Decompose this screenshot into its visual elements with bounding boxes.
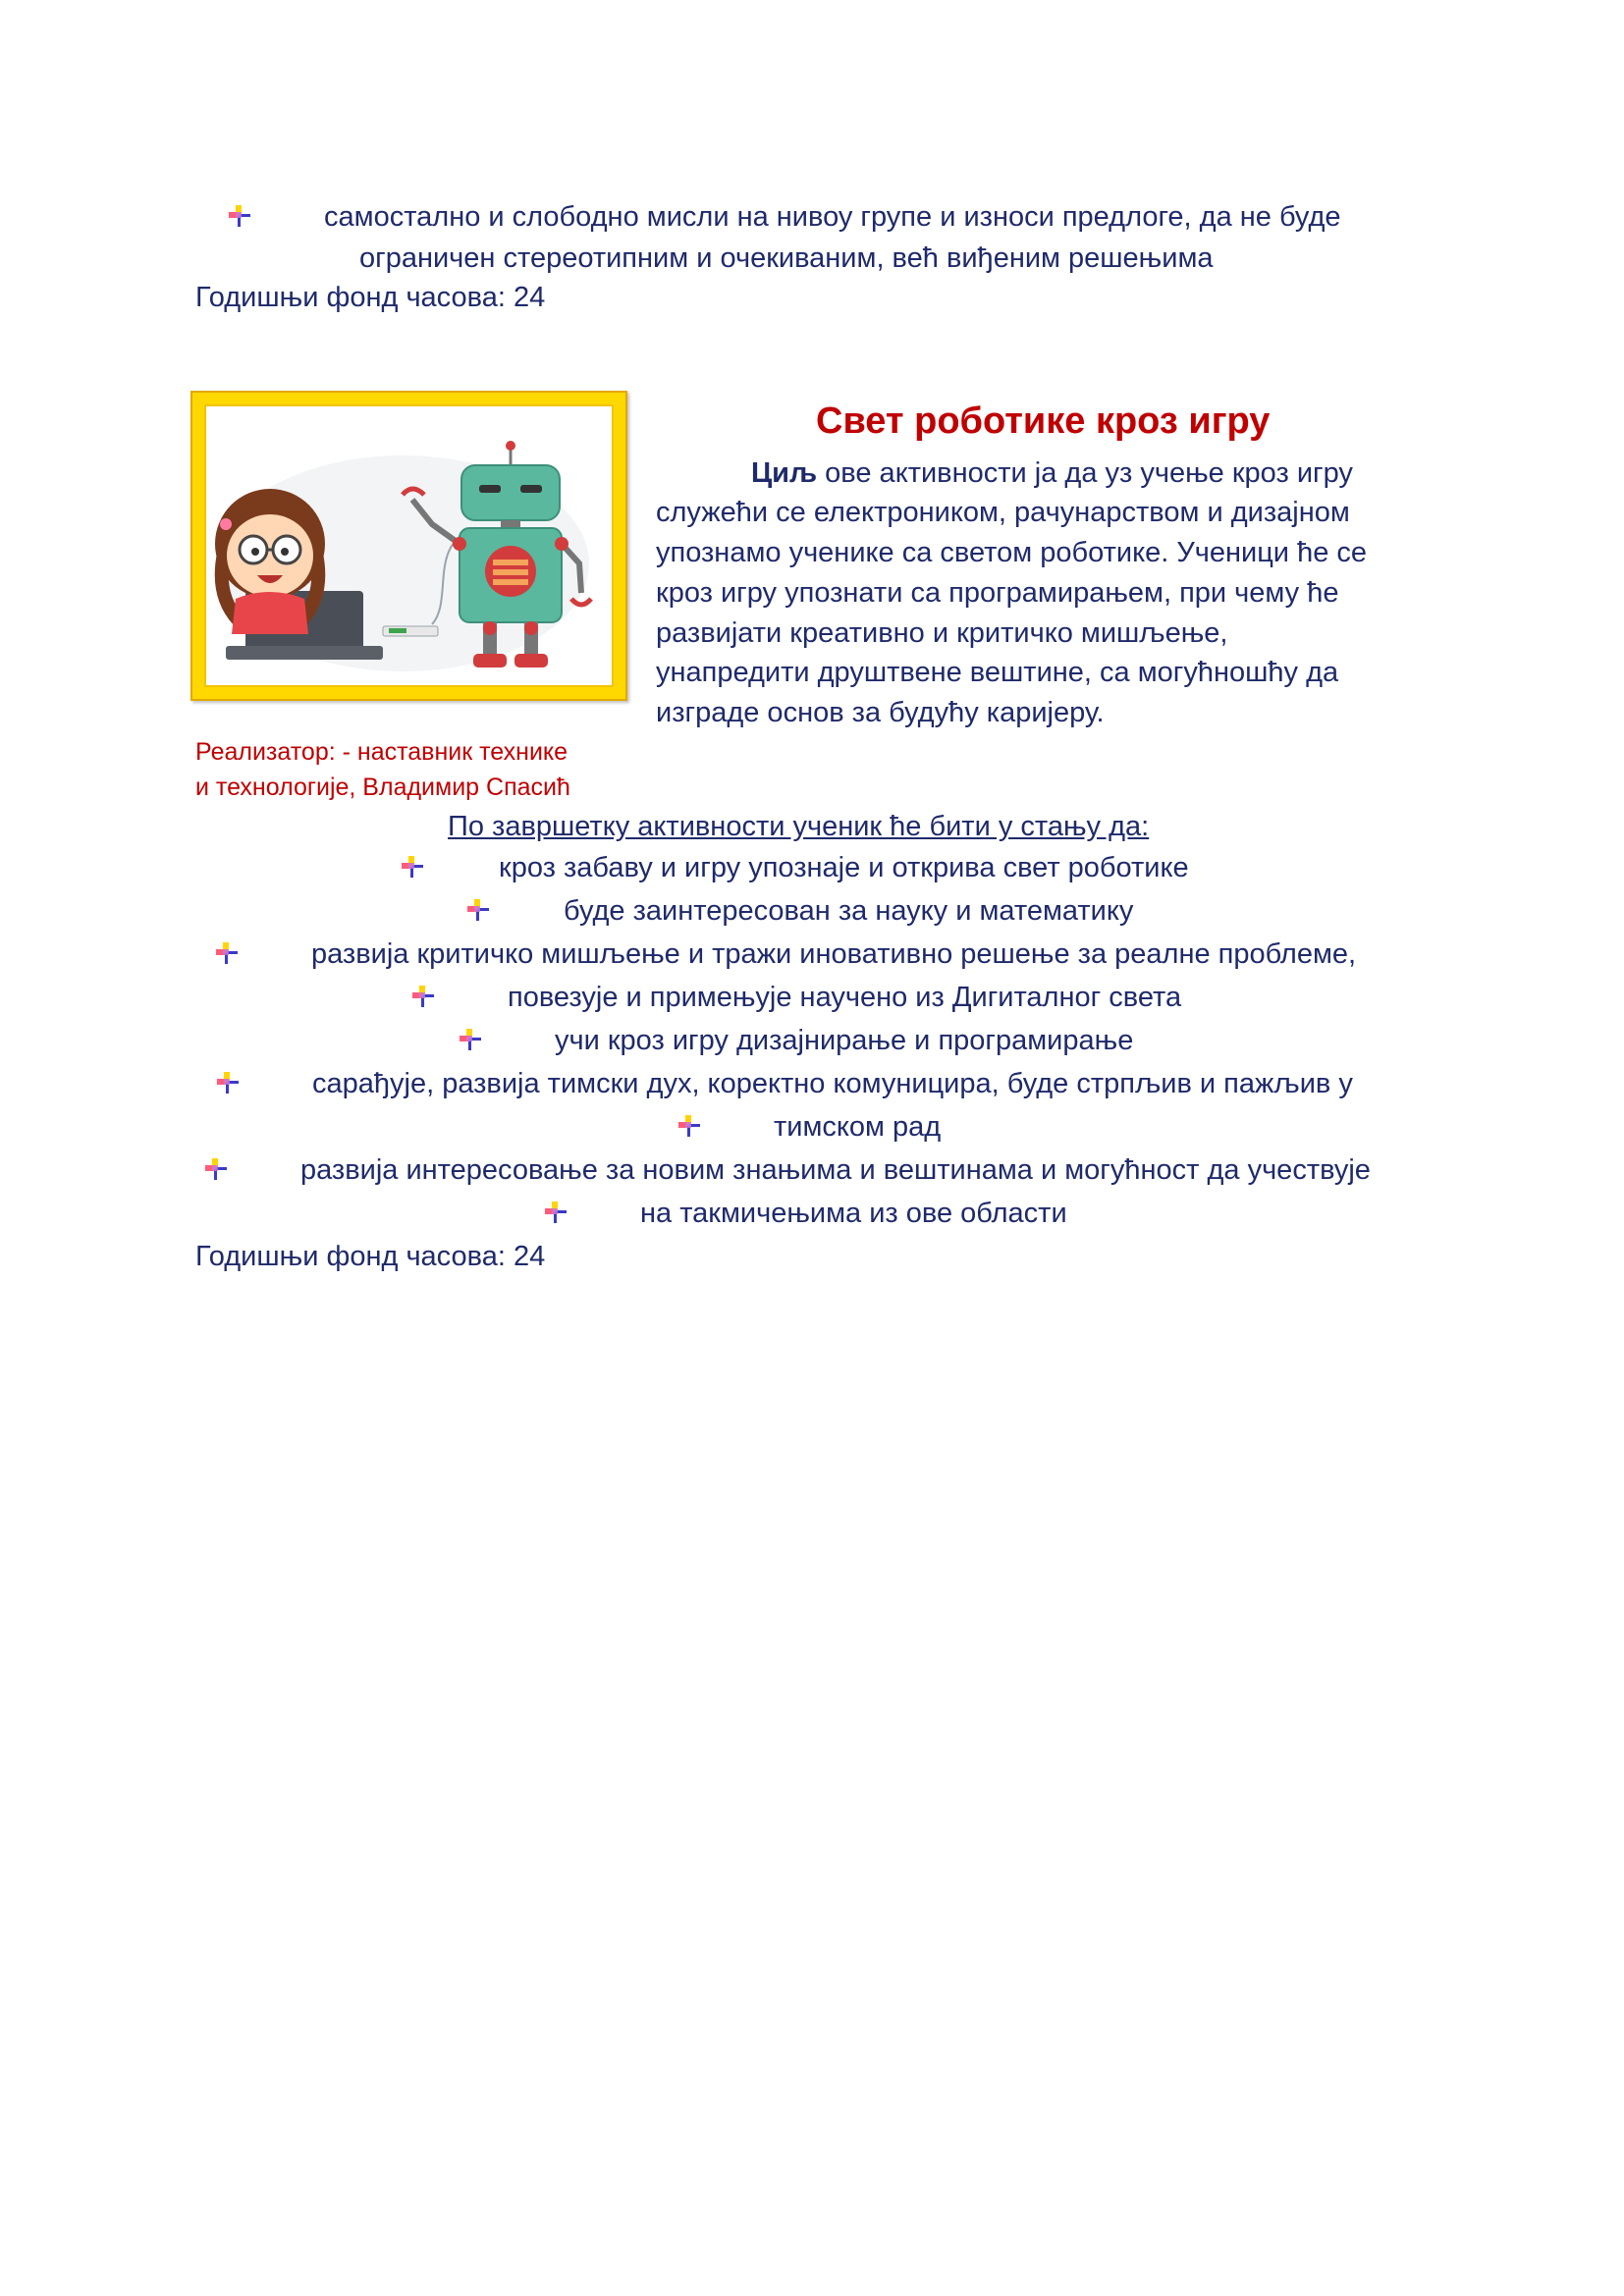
goal-label: Циљ	[751, 457, 818, 489]
outcome-item: развија интересовање за новим знањима и вештинама и могућност да учествује	[300, 1154, 1371, 1186]
goal-paragraph-line-1	[751, 454, 1353, 493]
outcome-item: кроз забаву и игру упознаје и открива свет роботике	[499, 852, 1189, 883]
outcome-item: сарађује, развија тимски дух, коректно комуницира, буде стрпљив и пажљив у	[312, 1068, 1353, 1099]
goal-paragraph-line: изграде основ за будућу каријеру.	[656, 697, 1105, 728]
realizer-line: и технологије, Владимир Спасић	[195, 774, 570, 801]
bullet-item-text: самостално и слободно мисли на нивоу групе и износи предлоге, да не буде	[324, 201, 1341, 233]
outcome-item: развија критичко мишљење и тражи иновативно решење за реалне проблеме,	[311, 938, 1357, 970]
outcome-item: тимском рад	[774, 1111, 942, 1143]
outcome-item: буде заинтересован за науку и математику	[564, 895, 1134, 927]
bullet-icon	[677, 1113, 702, 1139]
outcome-item: повезује и примењује научено из Дигиталног света	[508, 982, 1182, 1013]
bullet-item-text-continued: ограничен стереотипним и очекиваним, већ виђеним решењима	[359, 242, 1214, 274]
section-title: Свет роботике кроз игру	[816, 400, 1271, 442]
bullet-icon	[214, 940, 240, 966]
outcome-item: учи кроз игру дизајнирање и програмирање	[555, 1025, 1134, 1056]
bullet-icon	[543, 1200, 568, 1225]
goal-text: ове активности ја да уз учење кроз игру	[817, 457, 1353, 489]
annual-hours: Годишњи фонд часова: 24	[195, 1241, 546, 1272]
goal-paragraph-line: развијати креативно и критичко мишљење,	[656, 617, 1228, 649]
outcomes-heading: По завршетку активности ученик ће бити у стању да:	[448, 811, 1150, 842]
realizer-line: Реализатор: - наставник технике	[195, 738, 568, 766]
bullet-icon	[203, 1156, 229, 1182]
goal-paragraph-line: кроз игру упознати са програмирањем, при чему ће	[656, 577, 1339, 609]
annual-hours: Годишњи фонд часова: 24	[195, 282, 546, 313]
bullet-icon	[227, 203, 252, 229]
bullet-icon	[215, 1070, 241, 1095]
bullet-icon	[465, 897, 491, 923]
outcome-item: на такмичењима из ове области	[640, 1198, 1067, 1229]
goal-paragraph-line: унапредити друштвене вештине, са могућношћу да	[656, 657, 1339, 688]
goal-paragraph-line: упознамо ученике са светом роботике. Ученици ће се	[656, 537, 1368, 568]
illustration-frame	[190, 391, 627, 701]
bullet-icon	[458, 1027, 483, 1052]
bullet-icon	[400, 854, 425, 880]
girl-robot-illustration	[206, 406, 614, 687]
bullet-icon	[410, 984, 436, 1009]
goal-paragraph-line: служећи се електроником, рачунарством и дизајном	[656, 497, 1350, 528]
